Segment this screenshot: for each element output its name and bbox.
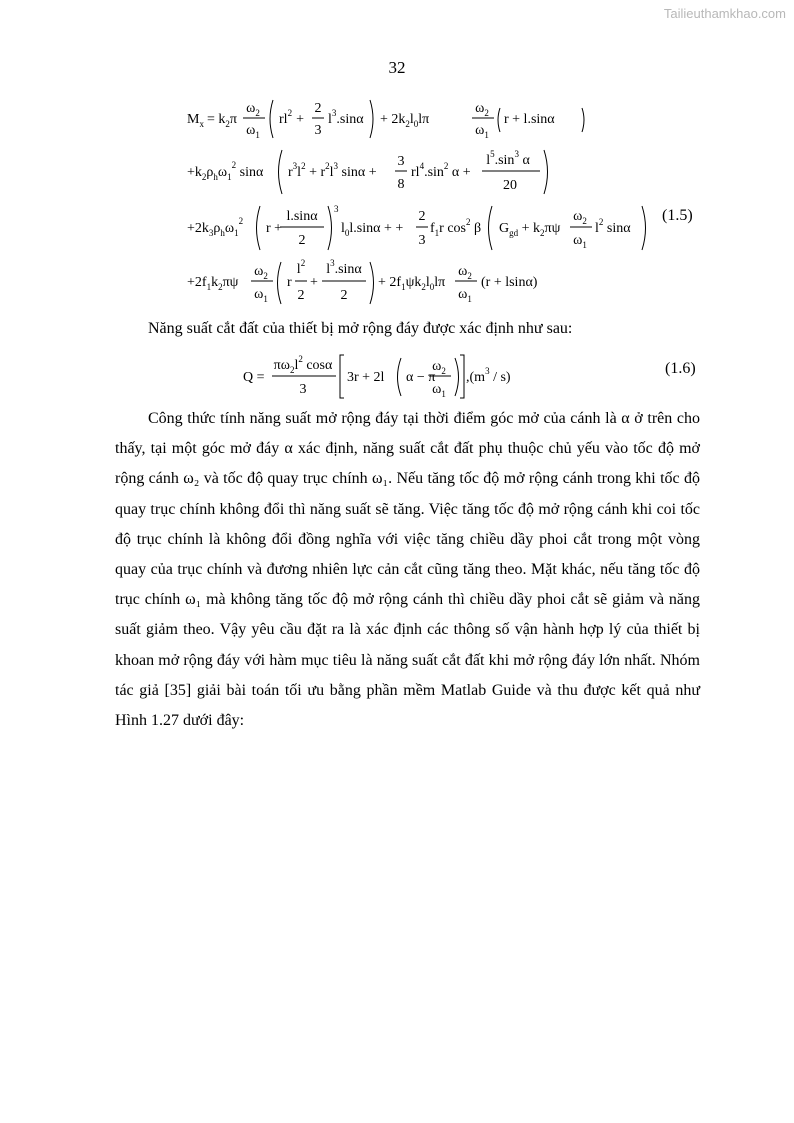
svg-text:2: 2 [340, 288, 348, 303]
svg-text:ω1: $\omega_1$ [432, 382, 446, 399]
svg-text:8: 8 [397, 177, 405, 192]
svg-text:α − π: α − π [406, 370, 436, 385]
svg-text:20: 20 [503, 178, 517, 193]
page-number: 32 [388, 58, 406, 77]
svg-text:πω2l2 cosα: $\pi\omega_2l^2$ cosα [273, 354, 333, 375]
svg-text:ω2: $\omega_2$ [475, 101, 489, 118]
equation-1-5-line-1 [0, 96, 794, 146]
svg-text:rl4.sin2 α +: $rl^4.\sin^2$ α + [411, 161, 471, 180]
svg-text:3: 3 [299, 382, 307, 397]
svg-text:(r + lsinα): (r + lsinα) [481, 275, 538, 290]
svg-text:+2k3ρhω12: $+2k_3\rho_h\omega_1^2$ [187, 216, 244, 238]
svg-text:r: r [287, 275, 292, 290]
svg-text:+: + [310, 275, 318, 290]
svg-text:ω2: $\omega_2$ [246, 101, 260, 118]
svg-text:l2 sinα: $l^2$ sinα [595, 217, 631, 236]
svg-text:l3.sinα: $l^3.\sin\alpha$ [326, 258, 362, 277]
svg-text:l5.sin3 α: $l^5.\sin^3$ α [486, 149, 530, 168]
watermark: Tailieuthamkhao.com [663, 6, 786, 21]
svg-text:ω1: $\omega_1$ [458, 287, 472, 304]
svg-text:l.sinα: l.sinα [286, 209, 318, 224]
svg-text:ω1: $\omega_1$ [573, 233, 587, 250]
svg-text:rl2+: $rl^2$ + [279, 108, 304, 127]
svg-text:,(m3 / s): $,(m^3 / s)$ [466, 366, 511, 385]
equation-number-1-6: (1.6) [665, 360, 696, 377]
svg-text:+2f1k2πψ: $+2f_1k_2\pi\psi$ [187, 275, 239, 292]
body-paragraph: Công thức tính năng suất mở rộng đáy tại thời điểm góc mở của cánh là α ở trên cho thấy, tại một góc mở đáy α xác định, năng suất cắt đất phụ thuộc chủ yếu vào tốc độ mở rộng cánh ω₂ và tốc độ quay trục chính ω₁. Nếu tăng tốc độ mở rộng cánh trong khi tốc độ quay trục chính không đổi thì năng suất sẽ tăng. Việc tăng tốc độ mở rộng cánh khi coi tốc độ trục chính là không đổi đồng nghĩa với việc tăng chiều dầy phoi cắt trong một vòng quay của trục chính và đương nhiên lực cản cắt cũng tăng theo. Mặt khác, nếu tăng tốc độ trục chính ω₁ mà không tăng tốc độ mở rộng cánh thì chiều dầy phoi cắt sẽ giảm và năng suất giảm theo. Vậy yêu cầu đặt ra là xác định các thông số vận hành hợp lý của thiết bị khoan mở rộng đáy với hàm mục tiêu là năng suất cắt đất khi mở rộng đáy lớn nhất. Nhóm tác giả [35] giải bài toán tối ưu bằng phần mềm Matlab Guide và thu được kết quả như Hình 1.27 dưới đây: [115, 410, 700, 730]
svg-text:r +: r + [266, 221, 283, 236]
equation-1-5-line-4 [0, 256, 794, 312]
svg-text:Ggd + k2πψ: $G_{gd} + k_2\pi\psi$ [499, 221, 561, 238]
svg-text:2: 2 [298, 233, 306, 248]
svg-text:+ 2k2l0lπ: + $2k_2l_0l\pi$ [380, 112, 430, 129]
svg-text:2: 2 [314, 101, 322, 116]
intro-text: Năng suất cắt đất của thiết bị mở rộng đáy được xác định như sau: [148, 320, 573, 337]
svg-text:l2: $l^2$ [296, 258, 306, 277]
svg-text:ω1: $\omega_1$ [475, 123, 489, 140]
svg-text:3: 3 [418, 233, 426, 248]
svg-text:l0l.sinα + +: $l_0l.\sin\alpha$ + + [341, 221, 404, 238]
svg-text:ω2: $\omega_2$ [573, 209, 587, 226]
svg-text:ω2: $\omega_2$ [254, 264, 268, 281]
svg-text:3: 3 [334, 204, 339, 214]
svg-text:r + l.sinα: r + l.sinα [504, 112, 555, 127]
svg-text:Mx= k2π: $M_x = k_2\pi$ [187, 112, 237, 129]
equation-1-5-line-2 [0, 146, 794, 200]
svg-text:3: 3 [397, 154, 405, 169]
svg-text:ω1: $\omega_1$ [254, 287, 268, 304]
svg-text:r3l2 + r2l3 sinα +: $r^3l^2 + r^2l^3$ sinα + [288, 161, 377, 180]
equation-number-1-5: (1.5) [662, 207, 693, 224]
svg-text:+k2ρhω12 sinα: $+k_2\rho_h\omega_1^2$ sinα [187, 160, 264, 182]
svg-text:3: 3 [314, 123, 322, 138]
svg-text:2: 2 [418, 209, 426, 224]
svg-text:ω1: $\omega_1$ [246, 123, 260, 140]
svg-text:ω2: $\omega_2$ [432, 359, 446, 376]
svg-text:f1r cos2 β: $f_1r$ $\cos^2 \beta$ [430, 217, 482, 238]
svg-text:+ 2f1ψk2l0lπ: + $2f_1\psi k_2l_0l\pi$ [378, 275, 446, 292]
svg-text:ω2: $\omega_2$ [458, 264, 472, 281]
svg-text:Q =: Q = [243, 370, 265, 385]
svg-text:2: 2 [297, 288, 305, 303]
svg-text:l3.sinα: $l^3.\sin\alpha$ [328, 108, 364, 127]
svg-text:3r + 2l: 3r + 2l [347, 370, 385, 385]
